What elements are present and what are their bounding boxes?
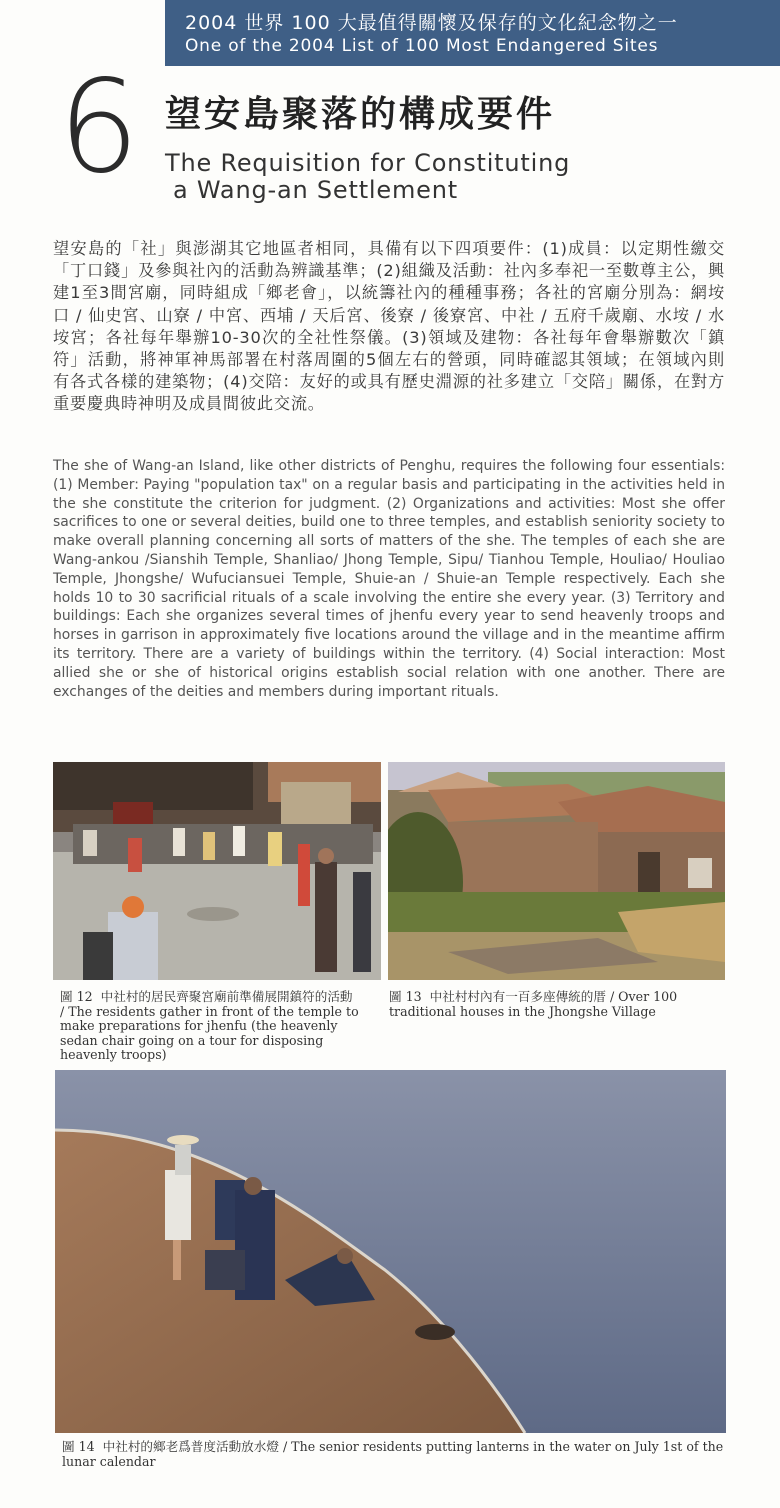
figure-caption-14	[62, 1440, 724, 1469]
page-title-zh: 望安島聚落的構成要件	[165, 94, 556, 135]
figure-caption-12	[60, 990, 360, 1063]
figure-caption-text-12: 中社村的居民齊聚宮廟前準備展開鎮符的活動 / The residents gather in front of the temple to make preparations for jhenfu (the heavenly sedan chair going on a tour for disposing heavenly troops)	[60, 989, 359, 1063]
body-text-en: The she of Wang-an Island, like other districts of Penghu, requires the following four essentials: (1) Member: Paying "population tax" on a regular basis and participating in the activities held in the she constitute the criterion for judgment. (2) Organizations and activities: Most she offer sacrifices to one or several deities, build one to three temples, and establish seniority society to make overall planning concerning all sorts of matters of the she. The temples of each she are Wang-ankou /Sianshih Temple, Shanliao/ Jhong Temple, Sipu/ Tianhou Temple, Houliao/ Houliao Temple, Jhongshe/ Wufuciansuei Temple, Shuie-an / Shuie-an Temple respectively. Each she holds 10 to 30 sacrificial rituals of a scale involving the entire she every year. (3) Territory and buildings: Each she organizes several times of jhenfu every year to send heavenly troops and horses in garrison in approximately five locations around the village and in the meantime affirm its territory. There are a variety of buildings within the territory. (4) Social interaction: Most allied she or she of historical origins establish social relation with one another. There are exchanges of the deities and members during important rituals.	[53, 458, 725, 700]
figure-label-12: 圖 12	[60, 989, 93, 1004]
page-title-en	[165, 150, 570, 204]
figure-label-13: 圖 13	[389, 989, 422, 1004]
header-banner	[165, 0, 780, 66]
photo-water-lanterns	[55, 1070, 726, 1433]
photo-temple-gathering	[53, 762, 381, 980]
page-title-en-line1: The Requisition for Constituting	[165, 149, 571, 177]
chapter-number: 6	[58, 53, 140, 202]
figure-caption-text-14: 中社村的鄉老爲普度活動放水燈 / The senior residents putting lanterns in the water on July 1st of the lunar calendar	[62, 1439, 724, 1469]
figure-caption-13	[389, 990, 724, 1019]
banner-title-en: One of the 2004 List of 100 Most Endangered Sites	[185, 36, 659, 56]
body-text-zh: 望安島的「社」與澎湖其它地區者相同，具備有以下四項要件：(1)成員：以定期性繳交「丁口錢」及參與社內的活動為辨識基準；(2)組織及活動：社內多奉祀一至數尊主公，興建1至3間宮廟，同時組成「鄉老會」，以統籌社內的種種事務；各社的宮廟分別為：網垵口 / 仙史宮、山寮 / 中宮、西埔 / 天后宮、後寮 / 後寮宮、中社 / 五府千歲廟、水垵 / 水垵宮；各社每年舉辦10-30次的全社性祭儀。(3)領域及建物：各社每年會舉辦數次「鎮符」活動，將神軍神馬部署在村落周圍的5個左右的營頭，同時確認其領域；在領域內則有各式各樣的建築物；(4)交陪：友好的或具有歷史淵源的社多建立「交陪」關係，在對方重要慶典時神明及成員間彼此交流。	[53, 239, 725, 414]
figure-caption-text-13: 中社村村內有一百多座傳統的厝 / Over 100 traditional houses in the Jhongshe Village	[389, 989, 678, 1019]
page-title-en-line2: a Wang-an Settlement	[173, 176, 458, 204]
photo-traditional-houses	[388, 762, 725, 980]
figure-label-14: 圖 14	[62, 1439, 95, 1454]
banner-title-zh: 2004 世界 100 大最值得關懷及保存的文化紀念物之一	[185, 12, 678, 34]
